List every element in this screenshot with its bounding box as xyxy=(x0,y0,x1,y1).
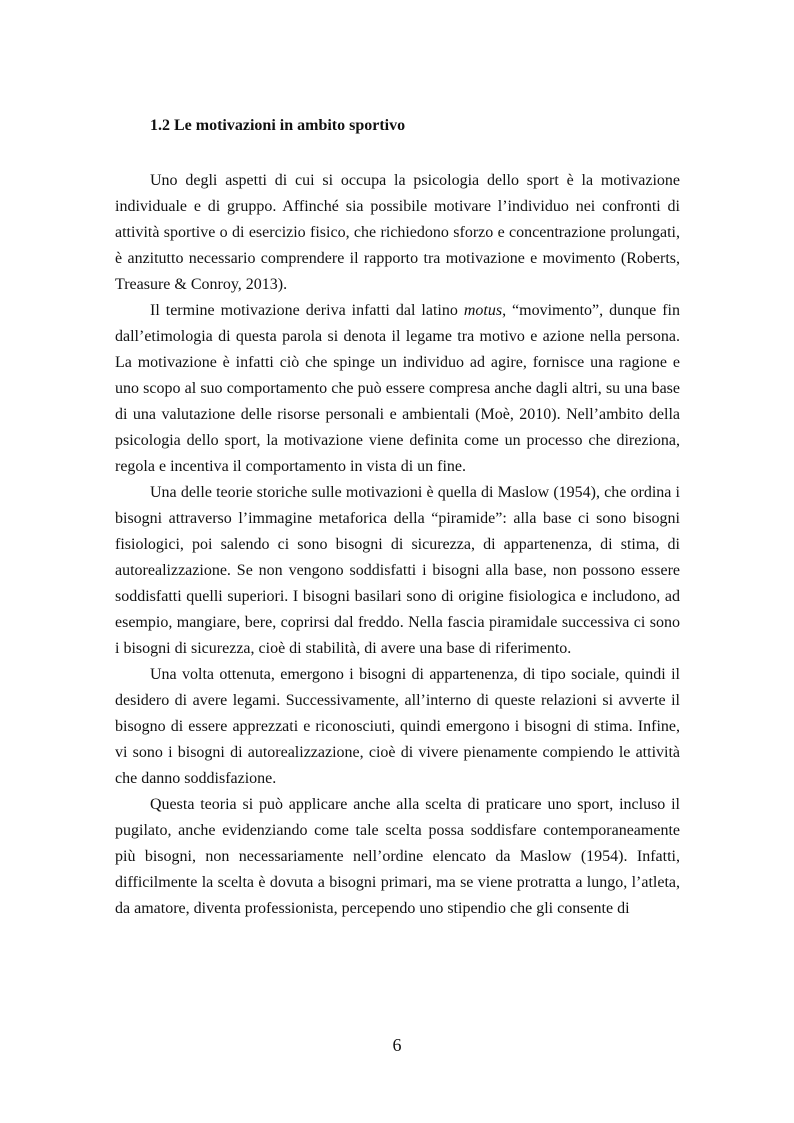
paragraph-4 xyxy=(115,662,680,792)
paragraph-text: Questa teoria si può applicare anche alla scelta di praticare uno sport, incluso il pugilato, anche evidenziando come tale scelta possa soddisfare contemporaneamente più bisogni, non necessariamente nell’ordine elencato da Maslow (1954). Infatti, difficilmente la scelta è dovuta a bisogni primari, ma se viene protratta a lungo, l’atleta, da amatore, diventa professionista, percependo uno stipendio che gli consente di xyxy=(115,796,680,917)
paragraph-1 xyxy=(115,168,680,298)
paragraph-text: , “movimento”, dunque fin dall’etimologia di questa parola si denota il legame tra motivo e azione nella persona. La motivazione è infatti ciò che spinge un individuo ad agire, fornisce una ragione e uno scopo al suo comportamento che può essere compresa anche dagli altri, su una base di una valutazione delle risorse personali e ambientali (Moè, 2010). Nell’ambito della psicologia dello sport, la motivazione viene definita come un processo che direziona, regola e incentiva il comportamento in vista di un fine. xyxy=(115,302,680,475)
paragraph-text: Una volta ottenuta, emergono i bisogni di appartenenza, di tipo sociale, quindi il desidero di avere legami. Successivamente, all’interno di queste relazioni si avverte il bisogno di essere apprezzati e riconosciuti, quindi emergono i bisogni di stima. Infine, vi sono i bisogni di autorealizzazione, cioè di vivere pienamente compiendo le attività che danno soddisfazione. xyxy=(115,666,680,787)
paragraph-5 xyxy=(115,792,680,922)
paragraph-text: Il termine motivazione deriva infatti dal latino xyxy=(150,302,464,319)
section-heading: 1.2 Le motivazioni in ambito sportivo xyxy=(150,117,406,134)
paragraph-text: Uno degli aspetti di cui si occupa la psicologia dello sport è la motivazione individuale e di gruppo. Affinché sia possibile motivare l’individuo nei confronti di attività sportive o di esercizio fisico, che richiedono sforzo e concentrazione prolungati, è anzitutto necessario comprendere il rapporto tra motivazione e movimento (Roberts, Treasure & Conroy, 2013). xyxy=(115,172,680,293)
paragraph-text: Una delle teorie storiche sulle motivazioni è quella di Maslow (1954), che ordina i bisogni attraverso l’immagine metaforica della “piramide”: alla base ci sono bisogni fisiologici, poi salendo ci sono bisogni di sicurezza, di appartenenza, di stima, di autorealizzazione. Se non vengono soddisfatti i bisogni alla base, non possono essere soddisfatti quelli superiori. I bisogni basilari sono di origine fisiologica e includono, ad esempio, mangiare, bere, coprirsi dal freddo. Nella fascia piramidale successiva ci sono i bisogni di sicurezza, cioè di stabilità, di avere una base di riferimento. xyxy=(115,484,680,657)
paragraph-2 xyxy=(115,298,680,480)
body-text xyxy=(115,168,680,922)
paragraph-emphasis: motus xyxy=(463,302,503,319)
paragraph-3 xyxy=(115,480,680,662)
page-number: 6 xyxy=(392,1035,402,1055)
